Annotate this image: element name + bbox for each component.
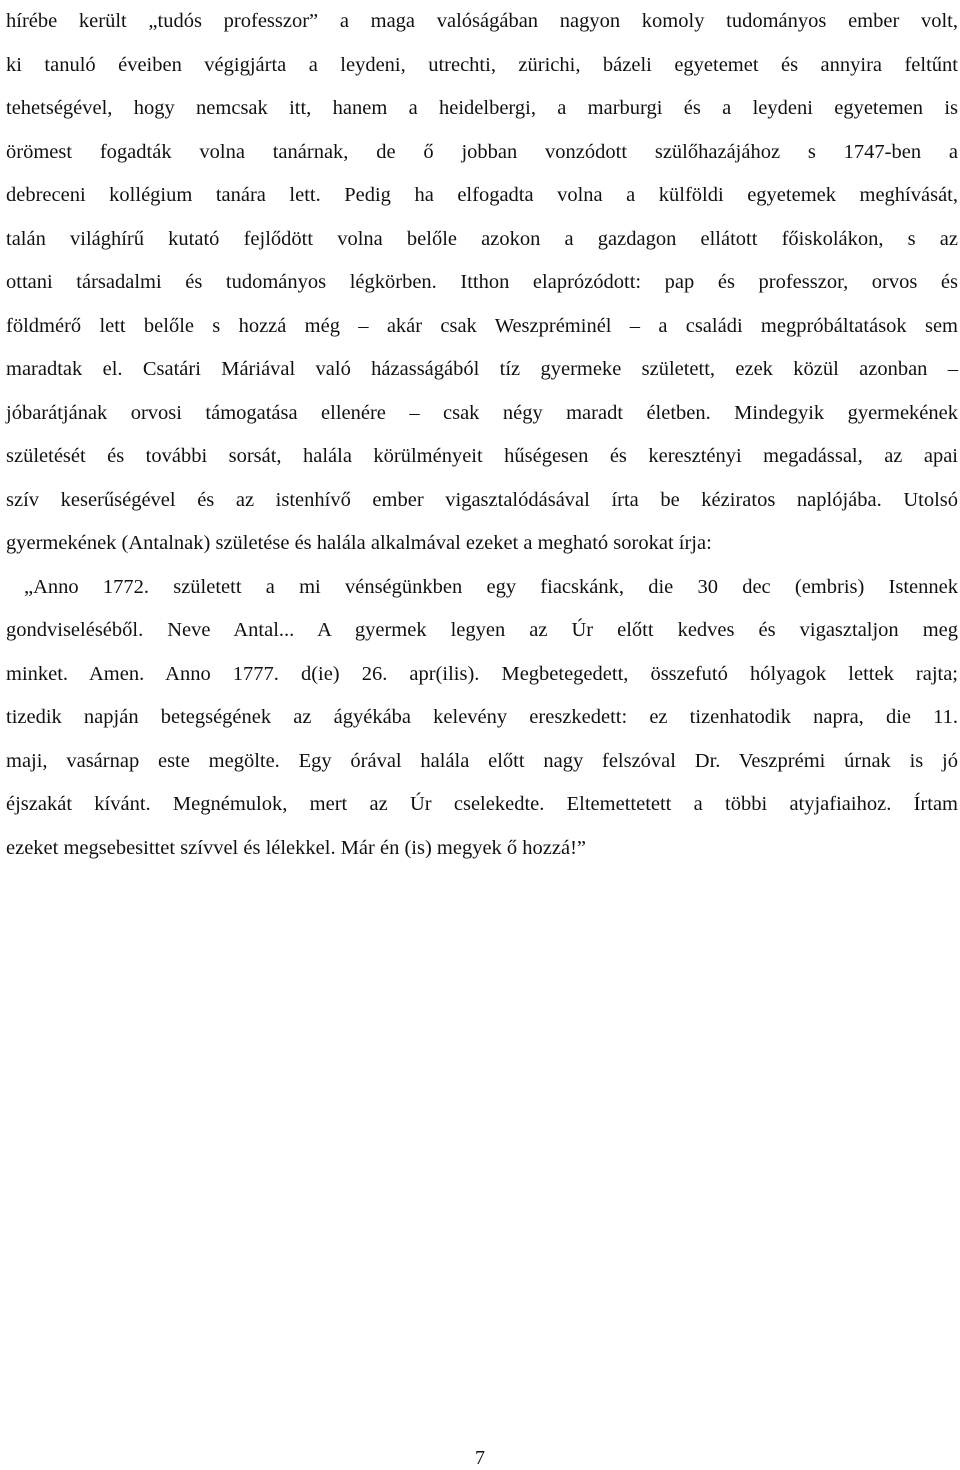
text-line-7: ottani társadalmi és tudományos légkörben. Itthon elaprózódott: pap és professzor, orvos és — [6, 271, 958, 293]
page-number: 7 — [475, 1447, 485, 1469]
text-line-8: földmérő lett belőle s hozzá még – akár csak Weszpréminél – a családi megpróbáltatások sem — [6, 314, 958, 337]
body-text — [6, 0, 958, 870]
text-line-13: gyermekének (Antalnak) születése és halála alkalmával ezeket a megható sorokat írja: — [6, 532, 712, 554]
text-line-5: debreceni kollégium tanára lett. Pedig ha elfogadta volna a külföldi egyetemek meghívását, — [6, 184, 958, 206]
quote-line-4: tizedik napján betegségének az ágyékába kelevény ereszkedett: ez tizenhatodik napra, die 11. — [6, 706, 958, 728]
text-line-3: tehetségével, hogy nemcsak itt, hanem a heidelbergi, a marburgi és a leydeni egyetemen is — [6, 97, 958, 119]
quote-line-6: éjszakát kívánt. Megnémulok, mert az Úr cselekedte. Eltemettetett a többi atyjafiaihoz. Írtam — [6, 793, 958, 815]
text-line-1: hírébe került „tudós professzor” a maga valóságában nagyon komoly tudományos ember volt, — [6, 10, 958, 32]
text-line-10: jóbarátjának orvosi támogatása ellenére – csak négy maradt életben. Mindegyik gyermekének — [6, 401, 958, 424]
quote-line-2: gondviseléséből. Neve Antal... A gyermek legyen az Úr előtt kedves és vigasztaljon meg — [6, 619, 958, 641]
quote-line-5: maji, vasárnap este megölte. Egy órával halála előtt nagy felszóval Dr. Veszprémi úrnak is jó — [6, 749, 958, 772]
quote-line-7: ezeket megsebesittet szívvel és lélekkel. Már én (is) megyek ő hozzá!” — [6, 836, 587, 859]
text-line-11: születését és további sorsát, halála körülményeit hűségesen és keresztényi megadással, az apai — [6, 445, 958, 467]
text-line-12: szív keserűségével és az istenhívő ember vigasztalódásával írta be kéziratos naplójába. Utolsó — [6, 488, 958, 511]
text-line-2: ki tanuló éveiben végigjárta a leydeni, utrechti, zürichi, bázeli egyetemet és annyira feltűnt — [6, 53, 958, 76]
text-line-4: örömest fogadták volna tanárnak, de ő jobban vonzódott szülőhazájához s 1747-ben a — [6, 140, 958, 163]
quote-line-1: „Anno 1772. született a mi vénségünkben egy fiacskánk, die 30 dec (embris) Istennek — [24, 575, 958, 598]
quote-line-3: minket. Amen. Anno 1777. d(ie) 26. apr(ilis). Megbetegedett, összefutó hólyagok lettek rajta; — [6, 662, 958, 685]
text-line-6: talán világhírű kutató fejlődött volna belőle azokon a gazdagon ellátott főiskolákon, s az — [6, 227, 958, 250]
text-line-9: maradtak el. Csatári Máriával való házasságából tíz gyermeke született, ezek közül azonban – — [6, 358, 958, 380]
